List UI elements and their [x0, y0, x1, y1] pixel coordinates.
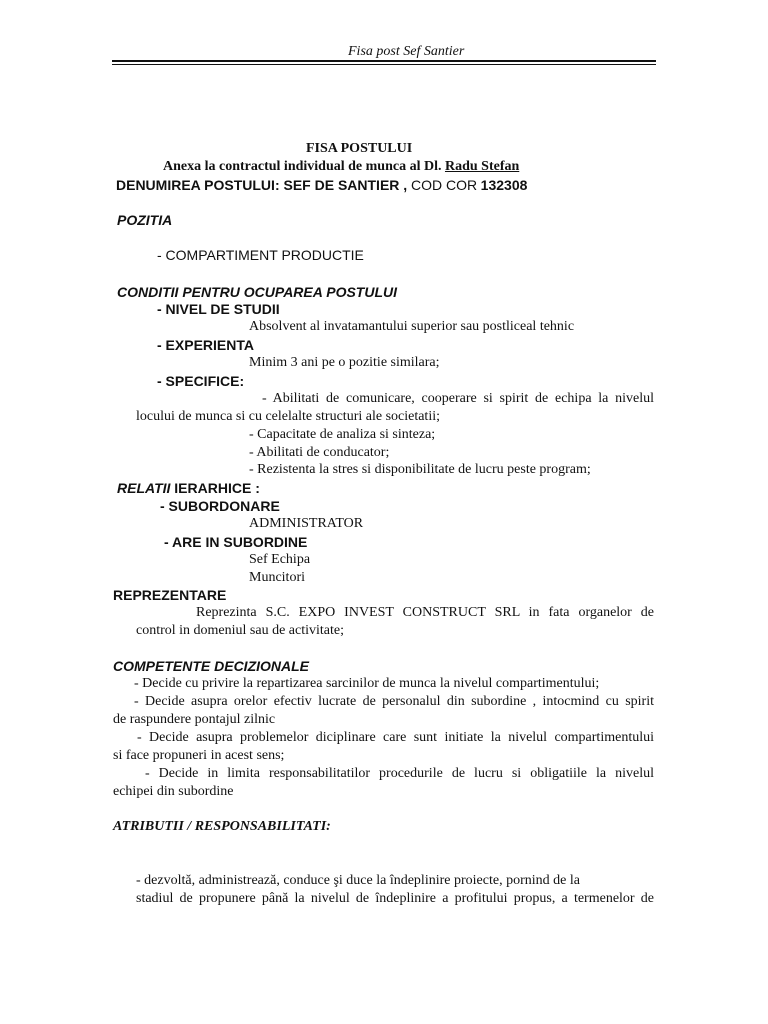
specifice-item-3: - Abilitati de conducator; [249, 445, 390, 460]
reprezentare-line-1: Reprezinta S.C. EXPO INVEST CONSTRUCT SRL in fata organelor de [196, 605, 654, 620]
conditii-heading: CONDITII PENTRU OCUPAREA POSTULUI [117, 284, 398, 300]
pozitie-heading: POZITIA [117, 212, 173, 228]
page-header-title: Fisa post Sef Santier [348, 44, 465, 59]
experienta-value: Minim 3 ani pe o pozitie similara; [249, 355, 440, 370]
competente-line-2: - Decide asupra orelor efectiv lucrate de personalul din subordine , intocmind cu spirit [134, 694, 654, 709]
cod-cor-value: 132308 [480, 177, 528, 193]
annex-line [163, 159, 519, 175]
specifice-item-2: - Capacitate de analiza si sinteza; [249, 427, 436, 442]
subordine-value-2: Muncitori [249, 570, 305, 585]
subordine-label: - ARE IN SUBORDINE [164, 534, 308, 550]
relatii-heading-italic: RELATII [117, 480, 171, 496]
job-name-line [116, 177, 527, 195]
competente-line-3: de raspundere pontajul zilnic [113, 712, 276, 727]
pozitie-item: - COMPARTIMENT PRODUCTIE [157, 247, 364, 263]
document-title: FISA POSTULUI [306, 141, 413, 156]
studii-value: Absolvent al invatamantului superior sau postliceal tehnic [249, 319, 575, 334]
studii-label: - NIVEL DE STUDII [157, 301, 280, 317]
experienta-label: - EXPERIENTA [157, 337, 254, 353]
relatii-heading-rest: IERARHICE : [170, 480, 260, 496]
job-name-label: DENUMIREA POSTULUI [116, 177, 275, 193]
atributii-line-2: stadiul de propunere până la nivelul de îndeplinire a profitului propus, a termenelor de [136, 891, 654, 906]
reprezentare-heading: REPREZENTARE [113, 587, 227, 603]
atributii-line-1: - dezvoltă, administrează, conduce şi duce la îndeplinire proiecte, pornind de la [136, 873, 580, 888]
atributii-heading: ATRIBUTII / RESPONSABILITATI: [113, 819, 331, 834]
specifice-item-4: - Rezistenta la stres si disponibilitate de lucru peste program; [249, 462, 591, 477]
header-rule-thick [112, 60, 656, 62]
cod-cor-label: COD COR [407, 177, 478, 193]
subordine-value-1: Sef Echipa [249, 552, 311, 567]
subordonare-value: ADMINISTRATOR [249, 516, 364, 531]
reprezentare-line-2: control in domeniul sau de activitate; [136, 623, 344, 638]
competente-line-4: - Decide asupra problemelor diciplinare care sunt initiate la nivelul compartimentului [137, 730, 654, 745]
specifice-item-1-line-2: locului de munca si cu celelalte structuri ale societatii; [136, 409, 440, 424]
relatii-heading [117, 480, 260, 496]
competente-heading: COMPETENTE DECIZIONALE [113, 658, 310, 674]
job-name-value: : SEF DE SANTIER , [274, 177, 408, 193]
header-rule-thin [112, 64, 656, 65]
specifice-label: - SPECIFICE: [157, 373, 245, 389]
competente-line-5: si face propuneri in acest sens; [113, 748, 285, 763]
competente-line-6: - Decide in limita responsabilitatilor procedurile de lucru si obligatiile la nivelul [145, 766, 654, 781]
competente-line-7: echipei din subordine [113, 784, 234, 799]
annex-name: Radu Stefan [444, 159, 520, 174]
subordonare-label: - SUBORDONARE [160, 498, 280, 514]
specifice-item-1-line-1: - Abilitati de comunicare, cooperare si spirit de echipa la nivelul [262, 391, 654, 406]
annex-prefix: Anexa la contractul individual de munca al Dl. [163, 159, 442, 174]
competente-line-1: - Decide cu privire la repartizarea sarcinilor de munca la nivelul compartimentului; [134, 676, 600, 691]
